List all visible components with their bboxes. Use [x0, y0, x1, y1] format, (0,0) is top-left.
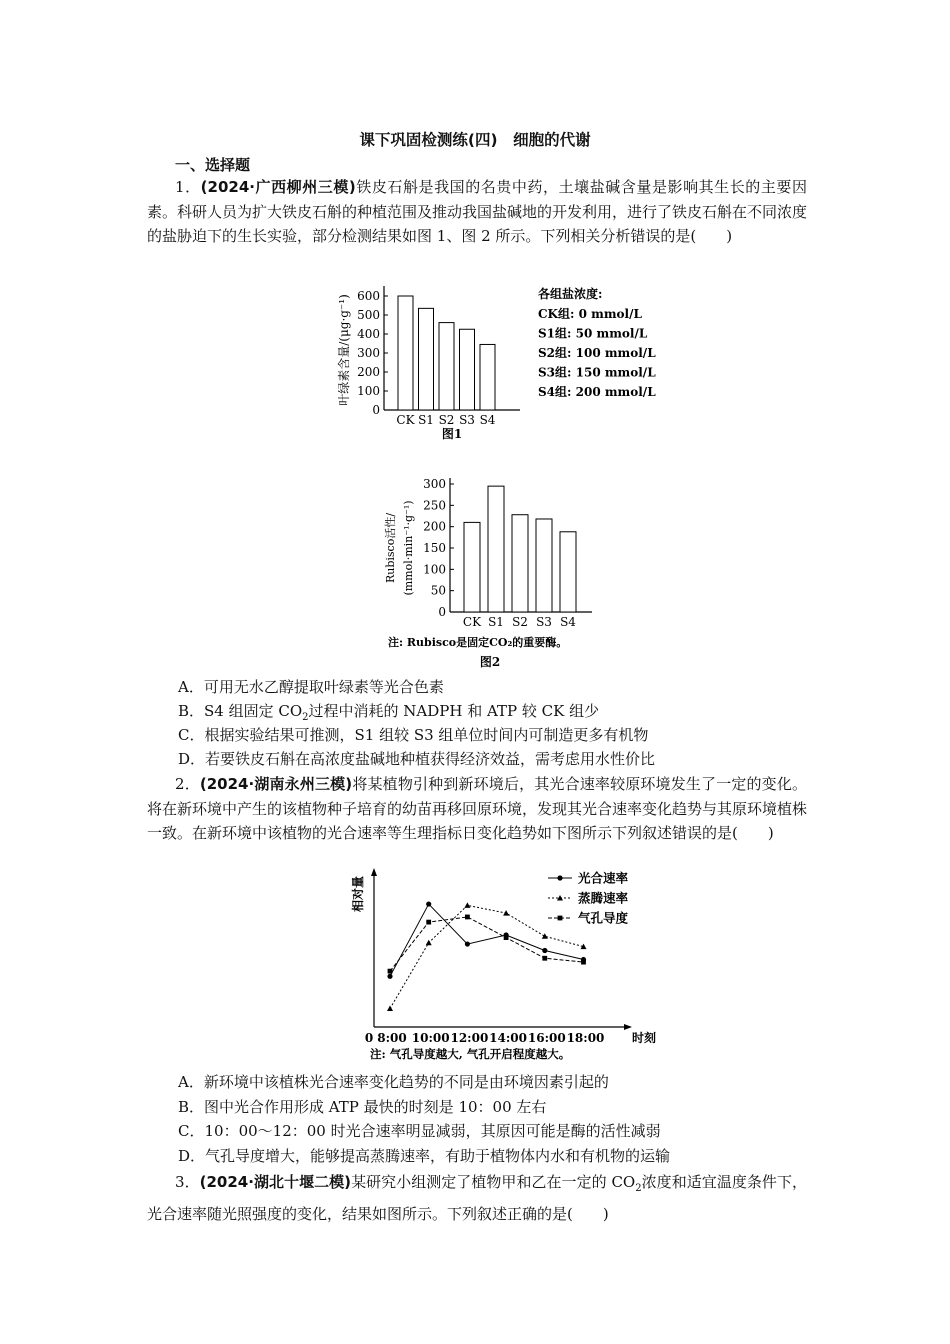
fig1-legend-item: S1组: 50 mmol/L: [538, 326, 648, 341]
fig1-legend-item: S3组: 150 mmol/L: [538, 365, 656, 380]
q2-option-d[interactable]: D．气孔导度增大，能够提高蒸腾速率，有助于植物体内水和有机物的运输: [178, 1147, 671, 1165]
question-3-text-2: 浓度和适宜温度条件下，光合速率随光照强度的变化，结果如图所示。下列叙述正确的是( ): [147, 1173, 807, 1223]
fig1-x-label: S1: [418, 413, 434, 427]
question-3-stem: [147, 1170, 807, 1226]
question-3-sub: 2: [635, 1183, 642, 1194]
fig3-point-square: [388, 969, 393, 974]
question-1-source: (2024·广西柳州三模): [200, 178, 356, 196]
fig2-x-label: S1: [488, 615, 504, 629]
fig2-x-label: CK: [462, 615, 482, 629]
fig3-y-arrow: [371, 868, 377, 876]
figure-2-chart: [370, 474, 660, 674]
fig1-caption: 图1: [441, 427, 463, 441]
question-2-number: 2．: [175, 775, 200, 793]
fig3-x-tick-label: 18:00: [566, 1031, 605, 1045]
fig3-point-circle: [465, 941, 470, 946]
fig3-legend-marker: [558, 916, 563, 921]
question-1-stem: [147, 175, 807, 249]
fig3-series-line: [390, 905, 584, 1008]
fig3-series-line: [390, 917, 584, 971]
fig3-point-triangle: [464, 902, 470, 908]
q1-option-a[interactable]: A．可用无水乙醇提取叶绿素等光合色素: [178, 678, 444, 696]
fig3-legend-label: 气孔导度: [578, 910, 629, 926]
fig3-series-line: [390, 904, 584, 976]
fig1-bar: [419, 308, 434, 410]
fig3-point-circle: [542, 948, 547, 953]
fig1-bar: [439, 323, 454, 410]
fig2-y-tick-label: 250: [423, 498, 446, 513]
q1-option-c[interactable]: C．根据实验结果可推测，S1 组较 S3 组单位时间内可制造更多有机物: [178, 726, 649, 744]
fig2-bar: [536, 519, 552, 612]
fig3-x-tick-label: 14:00: [489, 1031, 528, 1045]
fig3-legend-marker: [557, 875, 562, 880]
question-3-text-1: 某研究小组测定了植物甲和乙在一定的 CO: [351, 1173, 636, 1191]
fig2-y-axis-title-2: (mmol·min⁻¹·g⁻¹): [402, 500, 415, 596]
fig3-point-square: [581, 960, 586, 965]
fig2-bar: [464, 522, 480, 612]
fig3-point-square: [465, 915, 470, 920]
fig2-note: 注: Rubisco是固定CO₂的重要酶。: [388, 636, 568, 649]
fig1-y-tick-label: 300: [357, 346, 380, 360]
fig3-legend-label: 光合速率: [578, 870, 629, 886]
fig1-legend-item: CK组: 0 mmol/L: [538, 307, 642, 321]
fig3-x-tick-label: 8:00: [377, 1031, 407, 1045]
fig3-x-arrow: [624, 1024, 632, 1030]
fig1-bar: [480, 344, 495, 410]
fig3-y-axis-title: 相对量: [351, 875, 365, 913]
fig2-bar: [488, 486, 504, 612]
fig2-bar: [560, 532, 576, 612]
fig1-bar: [398, 296, 413, 410]
fig3-point-triangle: [542, 933, 548, 939]
fig1-legend-title: 各组盐浓度:: [538, 287, 603, 301]
fig3-origin-label: 0: [364, 1031, 374, 1045]
question-1-number: 1．: [175, 178, 201, 196]
q1-option-d[interactable]: D．若要铁皮石斛在高浓度盐碱地种植获得经济效益，需考虑用水性价比: [178, 750, 656, 768]
q2-option-a[interactable]: A．新环境中该植株光合速率变化趋势的不同是由环境因素引起的: [178, 1073, 609, 1091]
fig2-y-tick-label: 100: [423, 562, 446, 577]
fig2-y-tick-label: 200: [423, 519, 446, 534]
fig3-point-triangle: [503, 910, 509, 916]
figure-3-chart: [340, 864, 670, 1066]
fig1-y-tick-label: 100: [357, 384, 380, 398]
question-3-number: 3．: [175, 1173, 200, 1191]
figure-1-chart: [330, 278, 690, 453]
page-title: 课下巩固检测练(四) 细胞的代谢: [359, 131, 591, 149]
fig2-x-label: S4: [560, 615, 576, 629]
fig1-x-label: S2: [438, 413, 455, 427]
fig2-y-tick-label: 150: [423, 541, 446, 555]
fig3-point-triangle: [426, 940, 432, 946]
fig1-x-label: S3: [459, 413, 475, 427]
fig3-x-tick-label: 16:00: [527, 1031, 566, 1045]
fig2-x-label: S3: [536, 615, 552, 629]
question-1-text: 铁皮石斛是我国的名贵中药，土壤盐碱含量是影响其生长的主要因素。科研人员为扩大铁皮石斛的种植范围及推动我国盐碱地的开发利用，进行了铁皮石斛在不同浓度的盐胁迫下的生长实验，部分检测结果如图 1、图 2 所示。下列相关分析错误的是( ): [147, 178, 808, 245]
fig2-caption: 图2: [479, 655, 501, 669]
fig3-x-axis-title: 时刻: [632, 1031, 657, 1045]
fig1-bar: [460, 329, 475, 410]
fig1-y-tick-label: 200: [357, 365, 380, 379]
fig1-y-tick-label: 500: [357, 308, 380, 322]
fig3-point-square: [426, 920, 431, 925]
fig1-legend-item: S2组: 100 mmol/L: [538, 346, 656, 360]
fig3-point-triangle: [387, 1006, 393, 1012]
fig1-y-axis-title: 叶绿素含量/(μg·g⁻¹): [337, 294, 351, 406]
q2-option-c[interactable]: C．10：00～12：00 时光合速率明显减弱，其原因可能是酶的活性减弱: [178, 1122, 661, 1140]
fig2-x-label: S2: [512, 615, 528, 629]
fig3-point-circle: [426, 901, 431, 906]
fig3-note: 注: 气孔导度越大, 气孔开启程度越大。: [370, 1047, 571, 1061]
fig1-x-label: S4: [479, 413, 496, 427]
question-2-text: 将某植物引种到新环境后，其光合速率较原环境发生了一定的变化。将在新环境中产生的该植物种子培育的幼苗再移回原环境，发现其光合速率变化趋势与其原环境植株一致。在新环境中该植物的光合速率等生理指标日变化趋势如下图所示下列叙述错误的是( ): [147, 775, 808, 842]
fig2-y-tick-label: 0: [438, 605, 446, 619]
section-heading: 一、选择题: [175, 156, 251, 174]
fig1-y-tick-label: 400: [357, 327, 380, 341]
fig2-y-tick-label: 50: [430, 583, 446, 598]
fig3-legend-label: 蒸腾速率: [578, 890, 629, 906]
q2-option-b[interactable]: B．图中光合作用形成 ATP 最快的时刻是 10：00 左右: [178, 1098, 547, 1116]
fig2-y-tick-label: 300: [423, 477, 446, 491]
q1-option-b-sub: 2: [302, 712, 309, 723]
fig1-x-label: CK: [396, 413, 415, 427]
fig3-point-circle: [387, 974, 392, 979]
fig3-x-tick-label: 10:00: [411, 1031, 450, 1045]
fig1-legend-item: S4组: 200 mmol/L: [538, 385, 656, 399]
q1-option-b-text-1: B．S4 组固定 CO: [178, 702, 303, 720]
question-2-source: (2024·湖南永州三模): [199, 775, 353, 793]
question-3-source: (2024·湖北十堰二模): [199, 1173, 352, 1191]
q1-option-b-text-2: 过程中消耗的 NADPH 和 ATP 较 CK 组少: [308, 702, 600, 720]
fig3-point-square: [542, 956, 547, 961]
fig2-bar: [512, 515, 528, 612]
question-2-stem: [147, 772, 807, 846]
fig3-x-tick-label: 12:00: [450, 1031, 489, 1045]
fig3-point-square: [504, 935, 509, 940]
fig1-y-tick-label: 0: [372, 403, 380, 417]
fig2-y-axis-title-1: Rubisco活性/: [384, 512, 397, 584]
fig1-y-tick-label: 600: [357, 289, 380, 303]
